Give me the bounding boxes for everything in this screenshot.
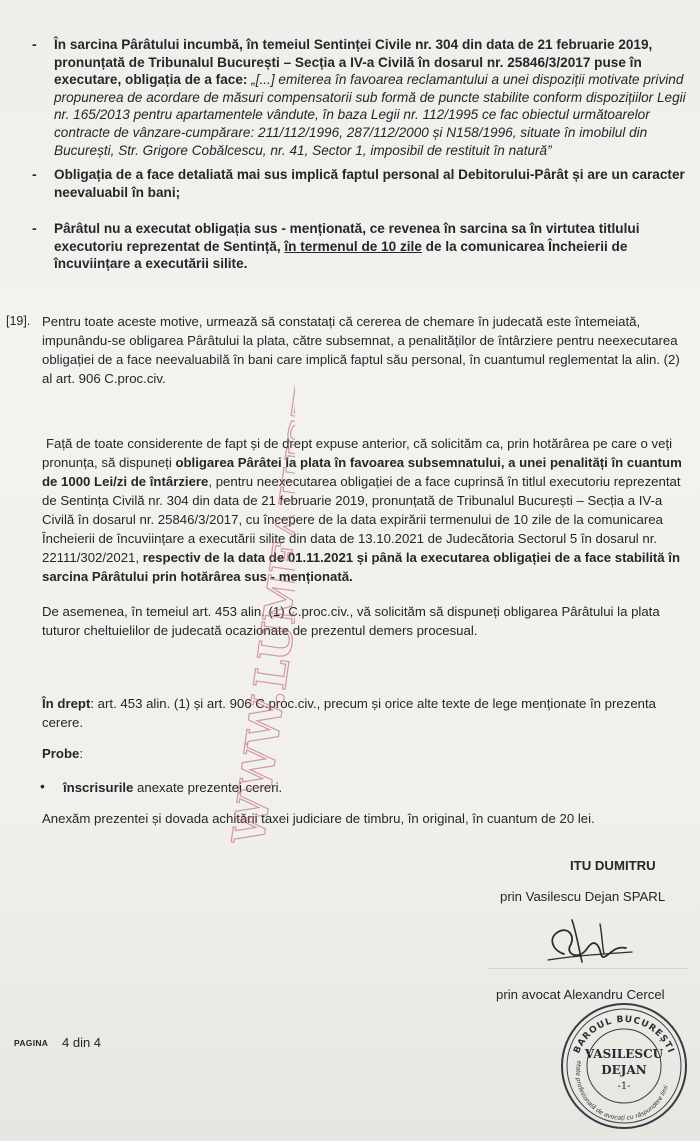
law-firm-line: prin Vasilescu Dejan SPARL [500,889,666,904]
bullet-text [54,220,687,273]
stamp-name-line1: VASILESCU [584,1047,664,1061]
annex-paragraph [42,809,692,828]
footer-page-label: PAGINA [14,1038,49,1048]
bullet-item-non-execution [32,220,687,273]
stamp-side-ring-text: etate profesională de avocați cu răspundere limi [574,1059,670,1122]
request-paragraph [42,434,692,586]
bullet-item-personal-fact [32,166,687,201]
annex-text: Anexăm prezentei și dovada achitării taxei judiciare de timbru, în original, în cuantum de 20 lei. [42,811,595,826]
bullet-item-obligation [32,36,687,159]
paragraph-number: [19]. [6,314,31,328]
costs-text: De asemenea, în temeiul art. 453 alin. (1) C.proc.civ., vă solicităm să dispuneți obligarea Pârâtului la plata tuturor cheltuielilor de judecată ocazionate de prezentul demers procesual. [42,604,660,638]
text-segment: respectiv de la data de 01.11.2021 și până la executarea obligației de a face stabilită în sarcina Pârâtului prin hotărârea sus - menționată. [42,550,681,584]
watermark-text: WWW.LUMEAJUSTITIEI.RO [223,170,295,848]
text-segment: Față de toate considerente de fapt și de drept expuse anterior, că solicităm ca, prin hotărârea pe care o veți pronunța, să dispuneți [42,436,673,470]
text-segment: obligarea Pârâtei la plata în favoarea subsemnatului, a unei penalități în cuantum de 1000 Lei/zi de întârziere [42,455,682,489]
evidence-bullet: • [40,778,45,794]
text-segment: în termenul de 10 zile [284,238,422,254]
bullet-text [54,36,687,159]
lawyer-line: prin avocat Alexandru Cercel [496,987,665,1002]
bullet-dash: - [32,36,37,52]
text-segment: Pârâtul nu a executat obligația sus - menționată, ce revenea în sarcina sa în virtutea titlului executoriu reprezentat de Sentință, [54,221,640,254]
evidence-item [63,778,282,797]
footer-page-number: 4 din 4 [62,1035,102,1050]
request-text [42,434,692,586]
paragraph-text: Pentru toate aceste motive, urmează să constatați că cererea de chemare în judecată este întemeiată, impunându-se obligarea Pârâtului la plata, către subsemnat, a penalităților de întârziere pentru neexecutarea obligației de a face neevaluabilă în bani care implică faptul său personal, în cuantumul reglementat la alin. (2) al art. 906 C.proc.civ. [42,314,680,386]
evidence-colon: : [79,746,84,761]
signature-line [488,968,688,969]
handwritten-signature [542,910,634,976]
text-segment: Obligația de a face detaliată mai sus implică faptul personal al Debitorului-Pârât și are un caracter neevaluabil în bani; [54,167,685,200]
stamp-name-line2: DEJAN [601,1063,647,1077]
stamp-number: -1- [617,1081,631,1092]
party-name: ITU DUMITRU [570,858,656,873]
legal-basis-label: În drept [42,696,91,711]
legal-basis [42,694,692,732]
law-firm-stamp [558,1000,690,1132]
evidence-item-text: anexate prezentei cereri. [133,780,283,795]
costs-paragraph [42,602,692,640]
evidence-heading [42,744,83,763]
bullet-dash: - [32,220,37,236]
stamp-top-ring-text: BAROUL BUCUREȘTI [572,1014,676,1056]
paragraph-19 [0,312,692,388]
bullet-text [54,166,687,201]
text-segment: În sarcina Pârâtului incumbă, în temeiul Sentinței Civile nr. 304 din data de 21 februarie 2019, pronunțată de Tribunalul București – Secția a IV-a Civilă în dosarul nr. 25846/3/2017 puse în executare, obligația de a face: [54,37,653,88]
text-segment: „[...] emiterea în favoarea reclamantului a unei dispoziții motivate privind propunerea de acordare de măsuri compensatorii sub formă de puncte stabilite conform dispozițiilor Legii nr. 165/2013 pentru apartamentele vândute, în baza Legii nr. 112/1995 ce fac obiectul următoarelor contracte de vânzare-cumpărare: 211/112/1996, 287/112/2000 și N158/1996, situate în imobilul din București, Str. Grigore Cobălcescu, nr. 41, Sector 1, imposibil de restituit în natură” [54,72,686,158]
legal-basis-text: : art. 453 alin. (1) și art. 906 C.proc.civ., precum și orice alte texte de lege menționate în prezenta cerere. [42,696,656,730]
bullet-dash: - [32,166,37,182]
evidence-item-bold: înscrisurile [63,780,134,795]
text-segment: de la comunicarea Încheierii de încuviințare a executării silite. [54,238,628,272]
text-segment: , pentru neexecutarea obligației de a face cuprinsă în titlul executoriu reprezentat de Sentința Civilă nr. 304 din data de 21 februarie 2019, pronunțată de Tribunalul București – Secția a IV-a Civilă în dosarul nr. 25846/3/2017, cu începere de la data expirării termenului de 10 zile de la comunicarea Încheierii de încuviințare a executării silite din data de 13.10.2021 de Judecătoria Sectorul 5 în dosarul nr. 22111/302/2021, [42,474,681,565]
evidence-label: Probe [42,746,80,761]
